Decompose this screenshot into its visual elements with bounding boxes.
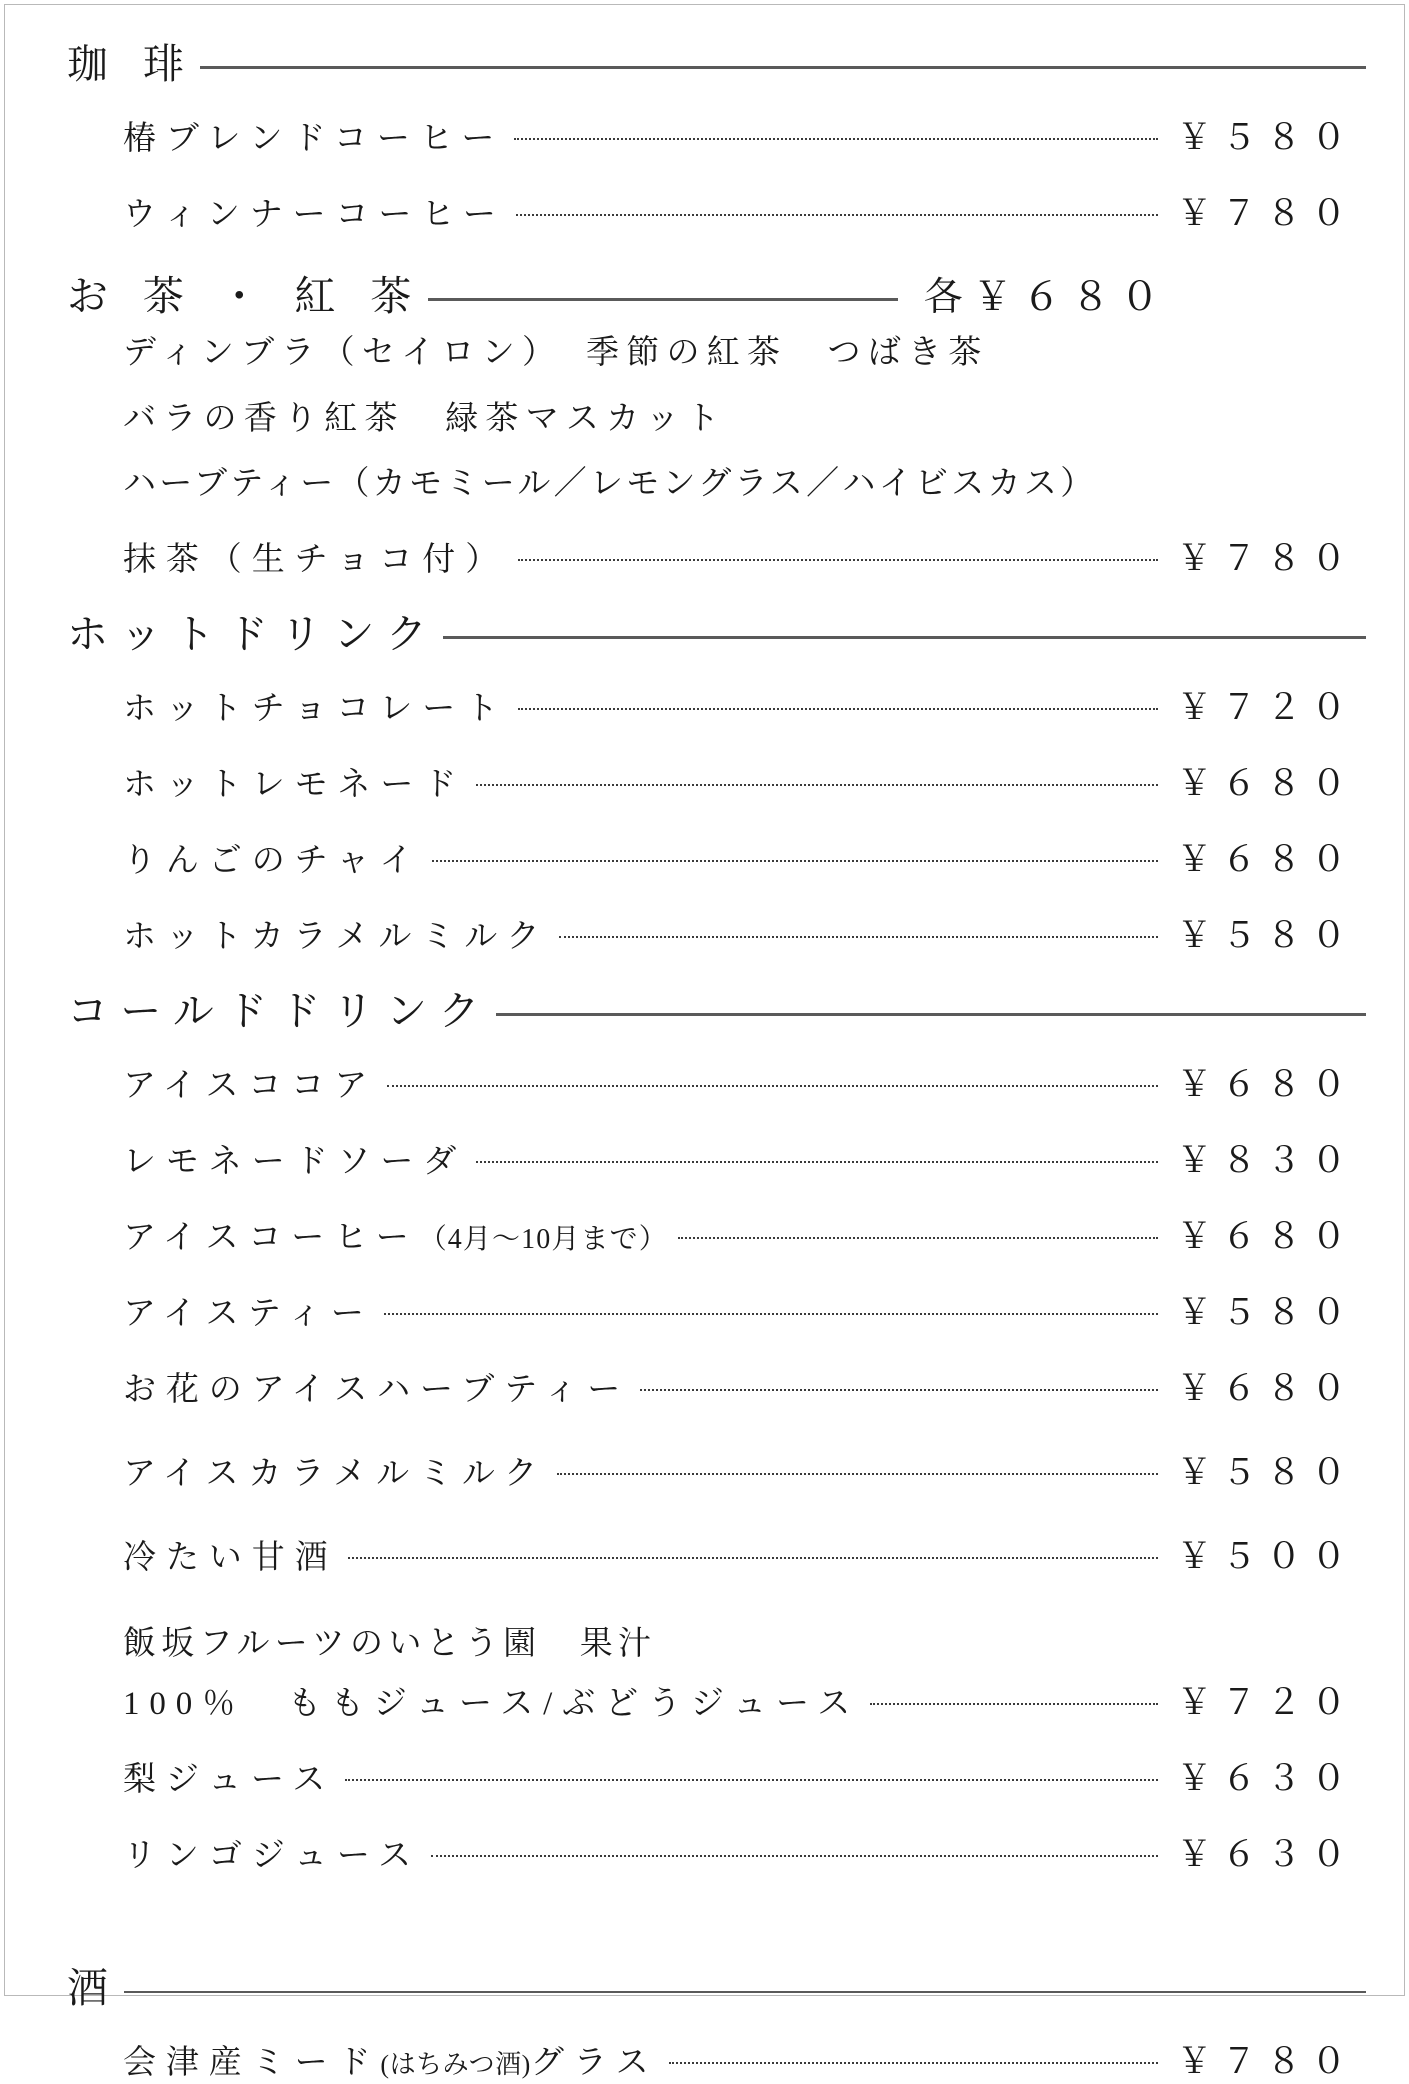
item-name: ホットチョコレート [123, 691, 509, 728]
menu-item-row [45, 1529, 1366, 1579]
item-price: ￥７８０ [1176, 538, 1356, 578]
item-name: 抹茶（生チョコ付） [123, 541, 509, 578]
dot-leader [640, 1389, 1158, 1391]
dot-leader [518, 708, 1158, 710]
item-name-note: （4月～10月まで） [418, 1224, 668, 1256]
menu-item-row [45, 1361, 1366, 1411]
item-price: ￥７８０ [1176, 2041, 1356, 2081]
item-price: ￥６８０ [1176, 764, 1356, 804]
item-price: ￥５８０ [1176, 916, 1356, 956]
item-price: ￥５００ [1176, 1537, 1356, 1577]
menu-item-row [45, 1209, 1366, 1259]
item-price: ￥６８０ [1176, 840, 1356, 880]
item-price: ￥７８０ [1176, 194, 1356, 234]
item-name: 冷たい甘酒 [123, 1540, 338, 1577]
item-price: ￥６３０ [1176, 1834, 1356, 1874]
section-title-cold-drink: コールドドリンク [67, 988, 492, 1035]
item-name: ホットカラメルミルク [123, 919, 550, 956]
section-title-tea: お 茶 ・ 紅 茶 [67, 273, 424, 320]
menu-item-row [45, 2034, 1366, 2084]
section-rule [496, 1013, 1366, 1016]
item-name: ウィンナーコーヒー [123, 197, 506, 234]
item-name-main: 会津産ミード [123, 2044, 381, 2081]
item-name: レモネードソーダ [123, 1144, 467, 1181]
menu-page [4, 4, 1405, 2081]
section-rule [200, 66, 1366, 69]
item-price: ￥５８０ [1176, 1453, 1356, 1493]
section-title-hot-drink: ホットドリンク [67, 610, 440, 657]
item-name: ホットレモネード [123, 767, 467, 804]
dot-leader [678, 1237, 1158, 1239]
item-price: ￥５８０ [1176, 118, 1356, 158]
item-name: お花のアイスハーブティー [123, 1372, 631, 1409]
section-title-sake: 酒 [67, 1964, 121, 2011]
item-name: 100％ ももジュース/ぶどうジュース [123, 1685, 861, 1722]
dot-leader [431, 1855, 1158, 1857]
item-name: 椿ブレンドコーヒー [123, 121, 505, 158]
item-name [45, 1219, 668, 1259]
menu-item-row [45, 1827, 1366, 1877]
item-price: ￥８３０ [1176, 1141, 1356, 1181]
menu-item-row [45, 110, 1366, 160]
menu-item-row [45, 1675, 1366, 1725]
item-name [45, 2044, 659, 2084]
menu-item-row [45, 1133, 1366, 1183]
dot-leader [514, 138, 1158, 140]
item-name-note: (はちみつ酒) [380, 2049, 531, 2079]
dot-leader [870, 1703, 1158, 1705]
item-name: りんごのチャイ [123, 843, 423, 880]
tea-variety-line: バラの香り紅茶 緑茶マスカット [123, 400, 727, 437]
menu-content [5, 5, 1406, 2084]
juice-heading: 飯坂フルーツのいとう園 果汁 [123, 1626, 657, 1663]
section-header-sake [45, 1965, 1366, 2012]
menu-item-row [45, 1445, 1366, 1495]
section-header-cold-drink [45, 988, 1366, 1035]
item-name: 梨ジュース [123, 1761, 336, 1798]
menu-item-row [45, 186, 1366, 236]
section-title-coffee: 珈 琲 [67, 41, 197, 87]
item-price: ￥７２０ [1176, 1682, 1356, 1722]
menu-item-row [45, 1751, 1366, 1801]
item-price: ￥５８０ [1176, 1293, 1356, 1333]
menu-item-row [45, 756, 1366, 806]
item-name: アイスティー [123, 1296, 374, 1333]
dot-leader [476, 1161, 1158, 1163]
menu-item-row [45, 832, 1366, 882]
menu-item-row [45, 680, 1366, 730]
menu-item-row [45, 1057, 1366, 1107]
item-name: リンゴジュース [123, 1837, 421, 1874]
item-price: ￥６８０ [1176, 1217, 1356, 1257]
dot-leader [384, 1313, 1158, 1315]
tea-variety-line: ハーブティー（カモミール／レモングラス／ハイビスカス） [123, 466, 1097, 503]
dot-leader [432, 860, 1158, 862]
tea-variety-line: ディンブラ（セイロン） 季節の紅茶 つばき茶 [123, 335, 989, 372]
menu-item-row [45, 531, 1366, 581]
menu-item-row [45, 1285, 1366, 1335]
section-rule [443, 636, 1366, 639]
item-price: ￥６８０ [1176, 1369, 1356, 1409]
section-rule [428, 298, 898, 301]
dot-leader [557, 1473, 1158, 1475]
dot-leader [345, 1779, 1158, 1781]
dot-leader [559, 936, 1158, 938]
section-header-hot-drink [45, 611, 1366, 658]
item-name: アイスカラメルミルク [123, 1456, 548, 1493]
dot-leader [348, 1557, 1159, 1559]
dot-leader [516, 214, 1158, 216]
section-header-tea [45, 266, 1366, 322]
item-price: ￥６３０ [1176, 1758, 1356, 1798]
section-price-tea: 各￥６８０ [923, 276, 1170, 320]
section-rule [124, 1991, 1366, 1993]
item-price: ￥６８０ [1176, 1065, 1356, 1105]
item-name: アイスココア [123, 1068, 378, 1105]
menu-item-row [45, 908, 1366, 958]
section-header-coffee [45, 41, 1366, 88]
item-name-tail: グラス [530, 2044, 659, 2081]
dot-leader [669, 2062, 1158, 2064]
dot-leader [518, 559, 1158, 561]
dot-leader [476, 784, 1158, 786]
item-price: ￥７２０ [1176, 688, 1356, 728]
dot-leader [387, 1085, 1158, 1087]
item-name-main: アイスコーヒー [123, 1220, 419, 1257]
